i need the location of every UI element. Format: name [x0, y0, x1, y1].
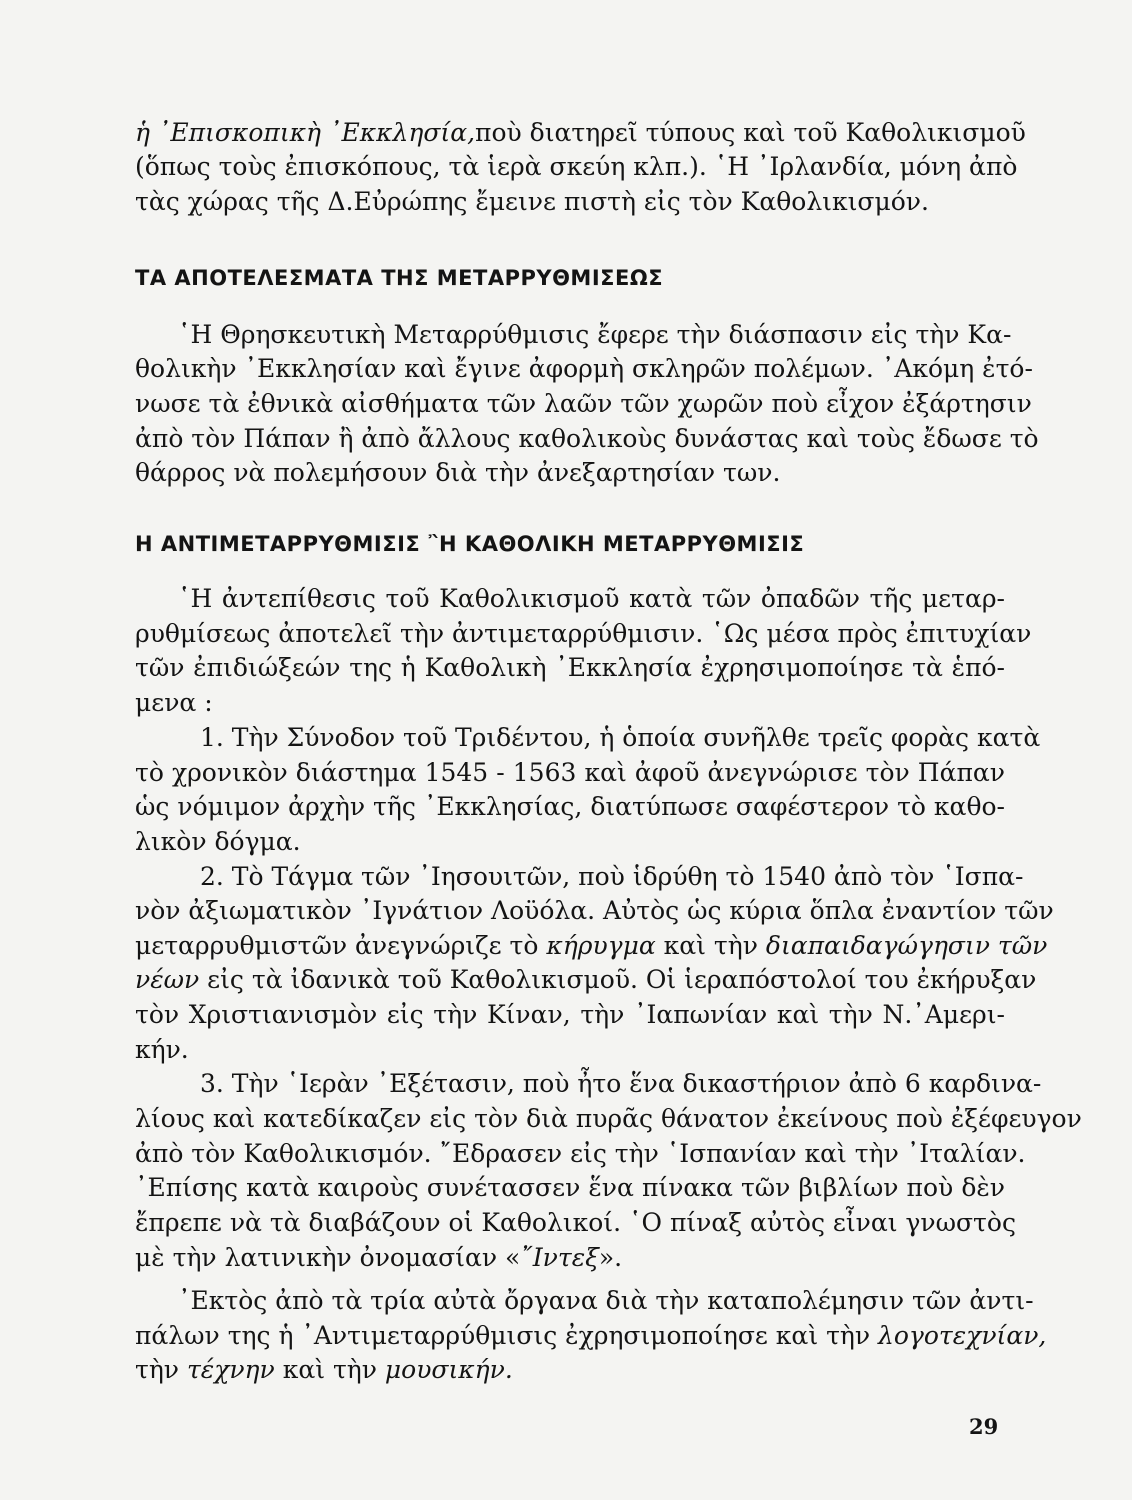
text-line: τὸ χρονικὸν διάστημα 1545 - 1563 καὶ ἀφοῦ ἀνεγνώρισε τὸν Πάπαν — [135, 758, 1005, 787]
text-line: νωσε τὰ ἐθνικὰ αἰσθήματα τῶν λαῶν τῶν χωρῶν ποὺ εἶχον ἐξάρτησιν — [135, 389, 1032, 418]
text-line: μενα : — [135, 688, 213, 717]
text-line: λικὸν δόγμα. — [135, 827, 301, 856]
italic-term: κήρυγμα — [546, 931, 656, 960]
text-fragment: καὶ τὴν — [663, 931, 758, 960]
text-line — [135, 1319, 1047, 1353]
section-heading: Η ΑΝΤΙΜΕΤΑΡΡΥΘΜΙΣΙΣ ῍Η ΚΑΘΟΛΙΚΗ ΜΕΤΑΡΡΥΘΜΙΣΙΣ — [135, 532, 805, 556]
list-item-line: 2. Τὸ Τάγμα τῶν ᾿Ιησουιτῶν, ποὺ ἱδρύθη τὸ 1540 ἀπὸ τὸν ῾Ισπα- — [200, 862, 1024, 891]
text-line: (ὅπως τοὺς ἐπισκόπους, τὰ ἱερὰ σκεύη κλπ.). ῾Η ᾿Ιρλανδία, μόνη ἀπὸ — [135, 152, 1018, 181]
text-line — [135, 1353, 1005, 1387]
text-line: λίους καὶ κατεδίκαζεν εἰς τὸν διὰ πυρᾶς θάνατον ἐκείνους ποὺ ἐξέφευγον — [135, 1104, 1082, 1133]
text-line: κήν. — [135, 1035, 189, 1064]
text-line: ἀπὸ τὸν Πάπαν ἢ ἀπὸ ἄλλους καθολικοὺς δυνάστας καὶ τοὺς ἔδωσε τὸ — [135, 424, 1039, 453]
text-line — [135, 116, 1026, 150]
text-fragment: μὲ τὴν λατινικὴν ὀνομασίαν « — [135, 1243, 521, 1272]
italic-term: μουσικήν. — [384, 1355, 513, 1384]
text-fragment: πάλων της ἡ ᾿Αντιμεταρρύθμισις ἐχρησιμοποίησε καὶ τὴν — [135, 1321, 871, 1350]
text-line — [135, 1241, 1005, 1275]
text-line: τὰς χώρας τῆς Δ.Εὐρώπης ἔμεινε πιστὴ εἰς τὸν Καθολικισμόν. — [135, 187, 929, 216]
text-fragment: εἰς τὰ ἰδανικὰ τοῦ Καθολικισμοῦ. Οἱ ἱεραπόστολοί του ἐκήρυξαν — [207, 965, 1037, 994]
text-line: θάρρος νὰ πολεμήσουν διὰ τὴν ἀνεξαρτησίαν των. — [135, 458, 781, 487]
list-item-line: 3. Τὴν ῾Ιερὰν ᾿Εξέτασιν, ποὺ ἦτο ἕνα δικαστήριον ἀπὸ 6 καρδινα- — [200, 1069, 1042, 1098]
italic-term: λογοτεχνίαν, — [878, 1321, 1047, 1350]
text-line: ᾿Εκτὸς ἀπὸ τὰ τρία αὐτὰ ὄργανα διὰ τὴν καταπολέμησιν τῶν ἀντι- — [178, 1286, 1034, 1315]
text-line: ᾿Επίσης κατὰ καιροὺς συνέτασσεν ἕνα πίνακα τῶν βιβλίων ποὺ δὲν — [135, 1173, 1005, 1202]
text-line: ρυθμίσεως ἀποτελεῖ τὴν ἀντιμεταρρύθμισιν. ῾Ως μέσα πρὸς ἐπιτυχίαν — [135, 619, 1032, 648]
italic-term: διαπαιδαγώγησιν τῶν — [765, 931, 1048, 960]
text-fragment: ». — [598, 1243, 623, 1272]
text-line: ἔπρεπε νὰ τὰ διαβάζουν οἱ Καθολικοί. ῾Ο πίναξ αὐτὸς εἶναι γνωστὸς — [135, 1208, 1016, 1237]
text-line: ἀπὸ τὸν Καθολικισμόν. ῎Εδρασεν εἰς τὴν ῾Ισπανίαν καὶ τὴν ᾿Ιταλίαν. — [135, 1139, 1026, 1168]
text-fragment: μεταρρυθμιστῶν ἀνεγνώριζε τὸ — [135, 931, 539, 960]
text-line — [135, 929, 1048, 963]
text-line: θολικὴν ᾿Εκκλησίαν καὶ ἔγινε ἀφορμὴ σκληρῶν πολέμων. ᾿Ακόμη ἐτό- — [135, 354, 1033, 383]
text-line: νὸν ἀξιωματικὸν ᾿Ιγνάτιον Λοϋόλα. Αὐτὸς ὡς κύρια ὅπλα ἐναντίον τῶν — [135, 896, 1054, 925]
text-line: ῾Η ἀντεπίθεσις τοῦ Καθολικισμοῦ κατὰ τῶν ὀπαδῶν τῆς μεταρ- — [178, 584, 1005, 613]
text-line — [135, 963, 1037, 997]
text-fragment: ποὺ διατηρεῖ τύπους καὶ τοῦ Καθολικισμοῦ — [475, 118, 1026, 147]
text-fragment: τὴν — [135, 1355, 180, 1384]
text-line: ῾Η Θρησκευτικὴ Μεταρρύθμισις ἔφερε τὴν διάσπασιν εἰς τὴν Κα- — [178, 320, 1012, 349]
list-item-line: 1. Τὴν Σύνοδον τοῦ Τριδέντου, ἡ ὁποία συνῆλθε τρεῖς φορὰς κατὰ — [200, 723, 1041, 752]
page-number: 29 — [969, 1414, 999, 1439]
text-fragment: καὶ τὴν — [282, 1355, 377, 1384]
italic-term: νέων — [135, 965, 200, 994]
section-heading: ΤΑ ΑΠΟΤΕΛΕΣΜΑΤΑ ΤΗΣ ΜΕΤΑΡΡΥΘΜΙΣΕΩΣ — [135, 266, 664, 290]
italic-term: τέχνην — [186, 1355, 275, 1384]
italic-term: ἡ ᾿Επισκοπικὴ ᾿Εκκλησία, — [135, 118, 476, 147]
text-line: ὡς νόμιμον ἀρχὴν τῆς ᾿Εκκλησίας, διατύπωσε σαφέστερον τὸ καθο- — [135, 792, 1005, 821]
italic-term: ῎Ιντεξ — [520, 1243, 599, 1272]
text-line: τὸν Χριστιανισμὸν εἰς τὴν Κίναν, τὴν ᾿Ιαπωνίαν καὶ τὴν Ν.᾿Αμερι- — [135, 1000, 1005, 1029]
text-line: τῶν ἐπιδιώξεών της ἡ Καθολικὴ ᾿Εκκλησία ἐχρησιμοποίησε τὰ ἑπό- — [135, 653, 1005, 682]
